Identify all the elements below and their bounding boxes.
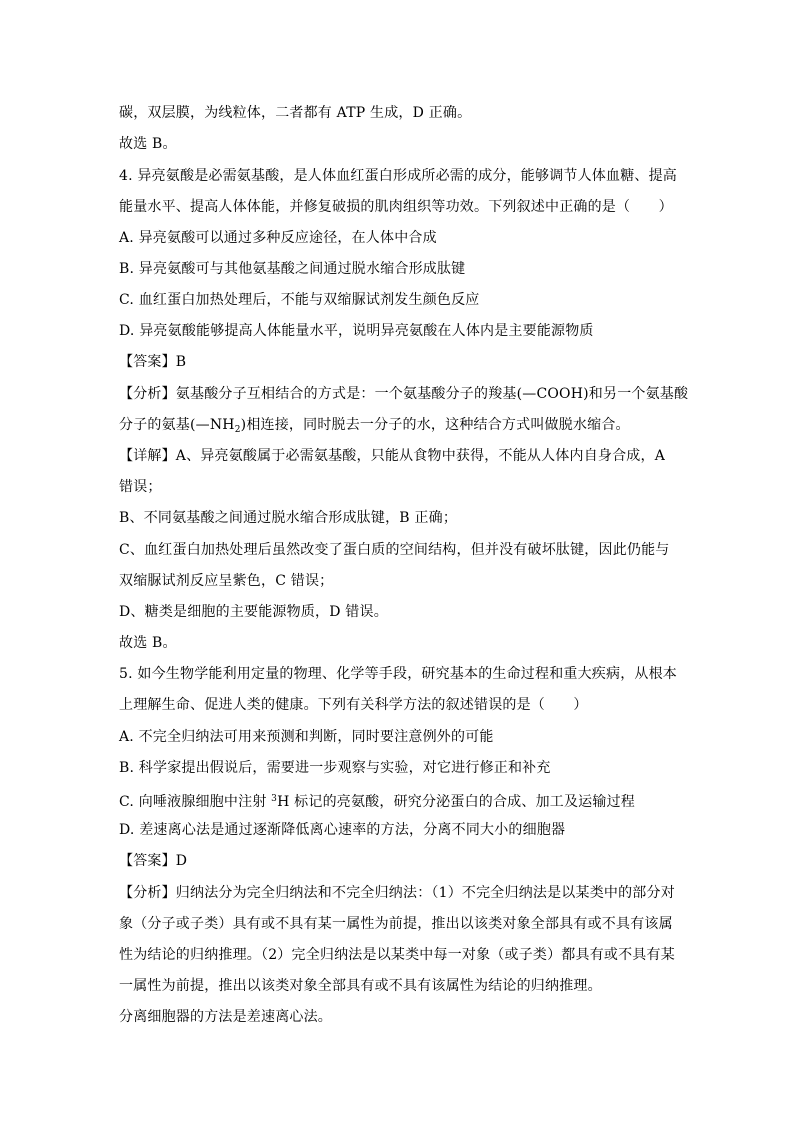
q4-detail-line-2: 错误； <box>119 479 162 495</box>
q4-option-a: A. 异亮氨酸可以通过多种反应途径，在人体中合成 <box>119 230 437 246</box>
q5-option-c-text-b: H 标记的亮氨酸，研究分泌蛋白的合成、加工及运输过程 <box>277 794 635 810</box>
q4-stem-line-2: 能量水平、提高人体体能，并修复破损的肌肉组织等功效。下列叙述中正确的是（ ） <box>119 199 673 215</box>
q5-option-a: A. 不完全归纳法可用来预测和判断，同时要注意例外的可能 <box>119 729 494 745</box>
q4-analysis-line-2 <box>119 415 679 440</box>
q4-option-b: B. 异亮氨酸可与其他氨基酸之间通过脱水缩合形成肽键 <box>119 261 466 277</box>
q5-option-b: B. 科学家提出假说后，需要进一步观察与实验，对它进行修正和补充 <box>119 760 551 776</box>
q4-detail-line-3: B、不同氨基酸之间通过脱水缩合形成肽键，B 正确； <box>119 510 458 526</box>
prev-explanation-line: 碳，双层膜，为线粒体，二者都有 ATP 生成，D 正确。 <box>119 105 472 121</box>
q4-answer: 【答案】B <box>119 354 187 370</box>
q5-analysis-line-2: 象（分子或子类）具有或不具有某一属性为前提，推出以该类对象全部具有或不具有该属 <box>119 916 673 932</box>
q4-conclusion: 故选 B。 <box>119 635 177 651</box>
q5-analysis-line-5: 分离细胞器的方法是差速离心法。 <box>119 1009 332 1025</box>
q5-stem-line-1: 5. 如今生物学能利用定量的物理、化学等手段，研究基本的生命过程和重大疾病，从根本 <box>119 666 678 682</box>
q5-analysis-line-3: 性为结论的归纳推理。（2）完全归纳法是以某类中每一对象（或子类）都具有或不具有某 <box>119 947 675 963</box>
q5-option-c-text-a: C. 向唾液腺细胞中注射 <box>119 794 272 810</box>
q5-analysis-line-1: 【分析】归纳法分为完全归纳法和不完全归纳法：（1）不完全归纳法是以某类中的部分对 <box>119 885 675 901</box>
q5-analysis-line-4: 一属性为前提，推出以该类对象全部具有或不具有该属性为结论的归纳推理。 <box>119 978 602 994</box>
q4-option-d: D. 异亮氨酸能够提高人体能量水平，说明异亮氨酸在人体内是主要能源物质 <box>119 323 594 339</box>
q4-analysis-line-1: 【分析】氨基酸分子互相结合的方式是：一个氨基酸分子的羧基(—COOH)和另一个氨基酸 <box>119 386 689 402</box>
q5-stem-line-2: 上理解生命、促进人类的健康。下列有关科学方法的叙述错误的是（ ） <box>119 697 588 713</box>
q4-analysis-subscript: 2 <box>234 425 241 435</box>
q4-analysis-text-a: 分子的氨基(—NH <box>119 417 235 433</box>
prev-conclusion: 故选 B。 <box>119 136 177 152</box>
q5-answer: 【答案】D <box>119 853 188 869</box>
q4-analysis-text-b: )相连接，同时脱去一分子的水，这种结合方式叫做脱水缩合。 <box>240 417 630 433</box>
q4-detail-line-4: C、血红蛋白加热处理后虽然改变了蛋白质的空间结构，但并没有破坏肽键，因此仍能与 <box>119 542 670 558</box>
q5-option-d: D. 差速离心法是通过逐渐降低离心速率的方法，分离不同大小的细胞器 <box>119 822 566 838</box>
q5-option-c-superscript: 3 <box>271 794 278 804</box>
q4-option-c: C. 血红蛋白加热处理后，不能与双缩脲试剂发生颜色反应 <box>119 292 480 308</box>
q4-detail-line-5: 双缩脲试剂反应呈紫色，C 错误； <box>119 573 334 589</box>
q4-detail-line-1: 【详解】A、异亮氨酸属于必需氨基酸，只能从食物中获得，不能从人体内自身合成，A <box>119 448 666 464</box>
q5-option-c <box>119 789 679 812</box>
q4-detail-line-6: D、糖类是细胞的主要能源物质，D 错误。 <box>119 604 388 620</box>
q4-stem-line-1: 4. 异亮氨酸是必需氨基酸，是人体血红蛋白形成所必需的成分，能够调节人体血糖、提高 <box>119 168 678 184</box>
